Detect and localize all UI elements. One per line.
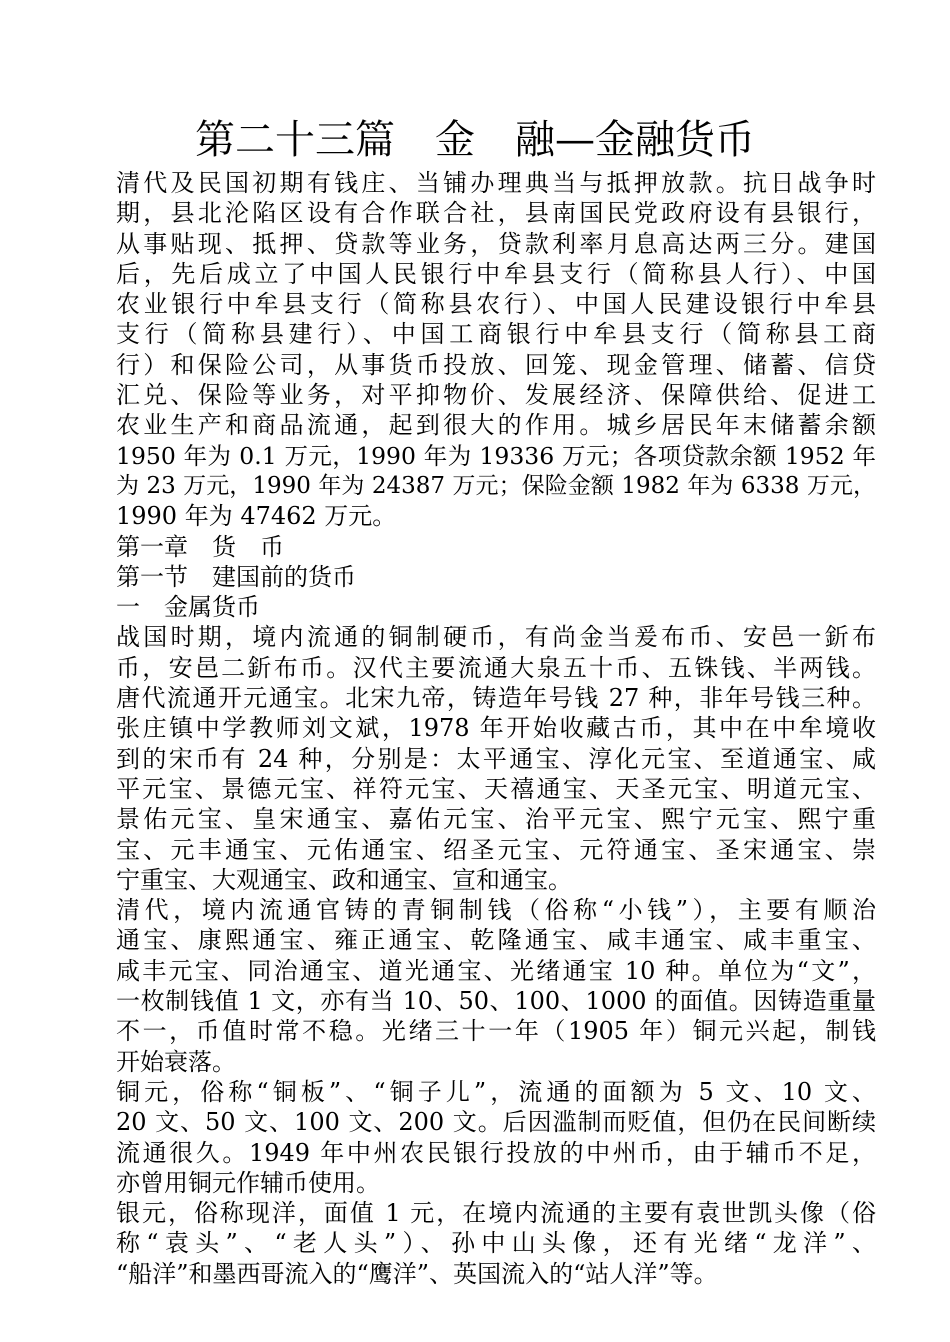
text-line: 农业生产和商品流通，起到很大的作用。城乡居民年末储蓄余额 <box>116 411 876 440</box>
text-line: 汇兑、保险等业务，对平抑物价、发展经济、保障供给、促进工 <box>116 381 876 410</box>
text-line: 1950 年为 0.1 万元，1990 年为 19336 万元；各项贷款余额 1952 年 <box>116 441 876 470</box>
text-line: 农业银行中牟县支行（简称县农行）、中国人民建设银行中牟县 <box>116 290 876 319</box>
text-line: 第一节 建国前的货币 <box>116 562 356 591</box>
page-title: 第二十三篇 金 融—金融货币 <box>195 117 755 163</box>
text-line: 从事贴现、抵押、贷款等业务，贷款利率月息高达两三分。建国 <box>116 229 876 258</box>
text-line: 开始衰落。 <box>116 1047 236 1076</box>
text-line: “船洋”和墨西哥流入的“鹰洋”、英国流入的“站人洋”等。 <box>116 1259 718 1288</box>
text-line: 宁重宝、大观通宝、政和通宝、宣和通宝。 <box>116 865 572 894</box>
text-line: 战国时期，境内流通的铜制硬币，有尚金当爰布币、安邑一釿布 <box>116 623 876 652</box>
text-line: 清代，境内流通官铸的青铜制钱（俗称“小钱”），主要有顺治 <box>116 896 876 925</box>
text-line: 唐代流通开元通宝。北宋九帝，铸造年号钱 27 种，非年号钱三种。 <box>116 684 876 713</box>
text-line: 咸丰元宝、同治通宝、道光通宝、光绪通宝 10 种。单位为“文”， <box>116 956 876 985</box>
text-line: 第一章 货 币 <box>116 532 284 561</box>
text-line: 平元宝、景德元宝、祥符元宝、天禧通宝、天圣元宝、明道元宝、 <box>116 774 876 803</box>
text-line: 行）和保险公司，从事货币投放、回笼、现金管理、储蓄、信贷 <box>116 350 876 379</box>
text-line: 景佑元宝、皇宋通宝、嘉佑元宝、治平元宝、熙宁元宝、熙宁重 <box>116 805 876 834</box>
text-line: 流通很久。1949 年中州农民银行投放的中州币，由于辅币不足， <box>116 1138 876 1167</box>
text-line: 清代及民国初期有钱庄、当铺办理典当与抵押放款。抗日战争时 <box>116 169 876 197</box>
text-line: 通宝、康熙通宝、雍正通宝、乾隆通宝、咸丰通宝、咸丰重宝、 <box>116 926 876 955</box>
text-line: 宝、元丰通宝、元佑通宝、绍圣元宝、元符通宝、圣宋通宝、崇 <box>116 835 876 864</box>
text-line: 期，县北沦陷区设有合作联合社，县南国民党政府设有县银行， <box>116 199 876 228</box>
text-line: 为 23 万元，1990 年为 24387 万元；保险金额 1982 年为 6338 万元， <box>116 472 876 499</box>
text-line: 币，安邑二釿布币。汉代主要流通大泉五十币、五铢钱、半两钱。 <box>116 653 876 682</box>
text-line: 一 金属货币 <box>116 593 260 622</box>
text-line: 亦曾用铜元作辅币使用。 <box>116 1168 380 1197</box>
text-line: 后，先后成立了中国人民银行中牟县支行（简称县人行）、中国 <box>116 259 876 288</box>
text-line: 到的宋币有 24 种，分别是：太平通宝、淳化元宝、至道通宝、咸 <box>116 744 876 773</box>
text-line: 支行（简称县建行）、中国工商银行中牟县支行（简称县工商 <box>116 320 876 349</box>
text-line: 20 文、50 文、100 文、200 文。后因滥制而贬值，但仍在民间断续 <box>116 1108 876 1137</box>
text-line: 银元，俗称现洋，面值 1 元，在境内流通的主要有袁世凯头像（俗 <box>116 1199 876 1228</box>
text-line: 铜元，俗称“铜板”、“铜子儿”，流通的面额为 5 文、10 文、 <box>116 1077 876 1106</box>
text-line: 张庄镇中学教师刘文斌，1978 年开始收藏古币，其中在中牟境收 <box>116 714 876 743</box>
body-text <box>116 168 876 1289</box>
text-line: 称“袁头”、“老人头”）、孙中山头像，还有光绪“龙洋”、 <box>116 1229 876 1258</box>
text-line: 一枚制钱值 1 文，亦有当 10、50、100、1000 的面值。因铸造重量 <box>116 987 876 1016</box>
text-line: 不一，币值时常不稳。光绪三十一年（1905 年）铜元兴起，制钱 <box>116 1017 876 1046</box>
text-line: 1990 年为 47462 万元。 <box>116 502 397 531</box>
